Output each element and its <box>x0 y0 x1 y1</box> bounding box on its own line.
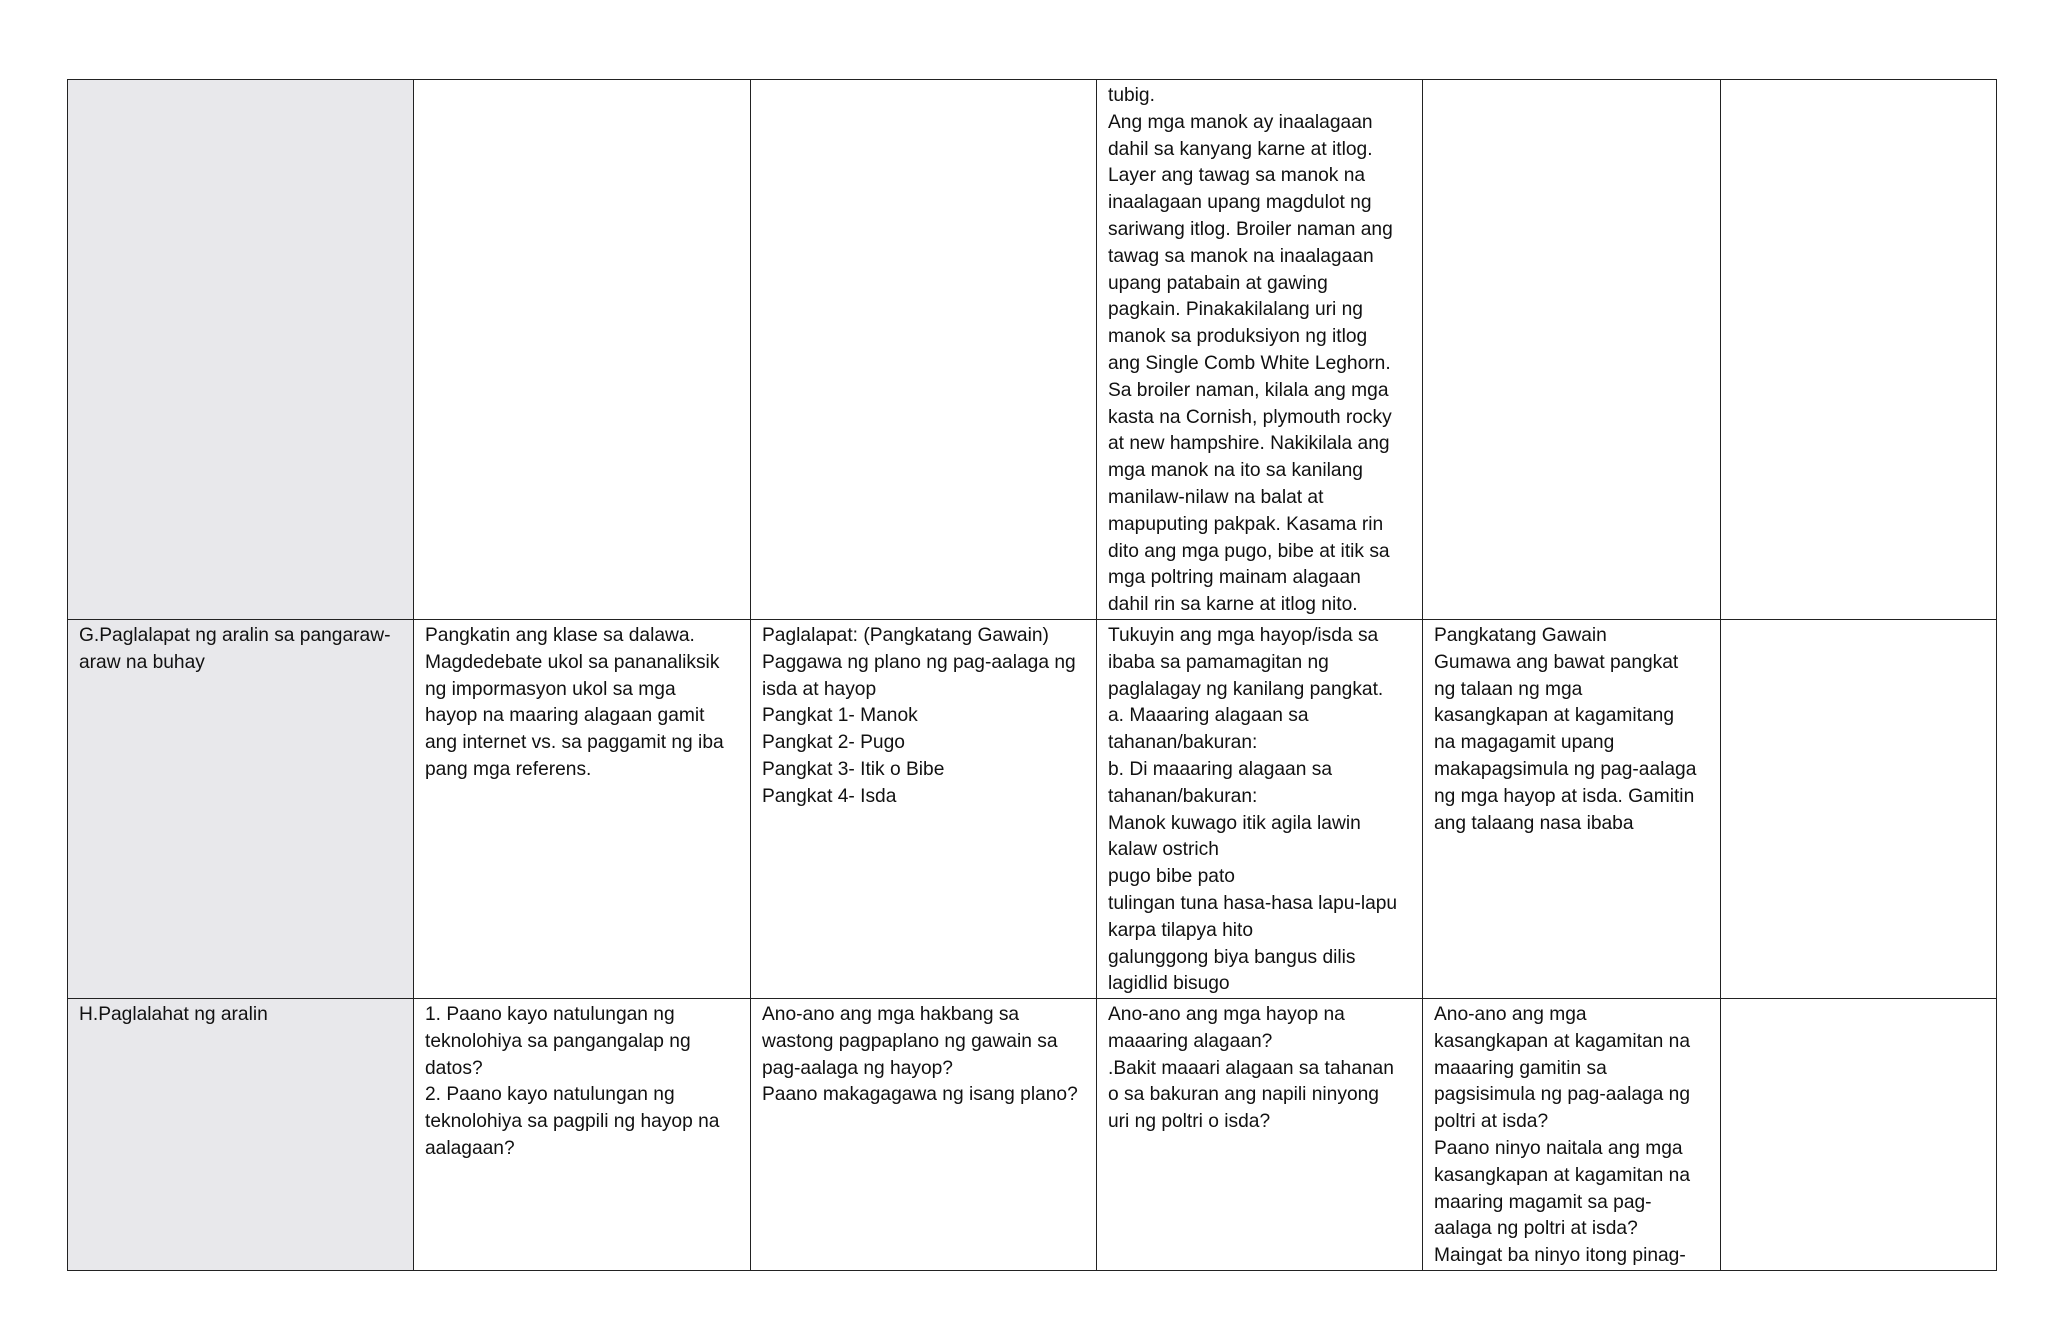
text-line: aalagaan? <box>425 1138 515 1160</box>
text-line: b. Di maaaring alagaan sa <box>1108 758 1332 780</box>
text-line: lagidlid bisugo <box>1108 973 1230 995</box>
text-line: tawag sa manok na inaalagaan <box>1108 245 1374 267</box>
table-cell-day-3 <box>1097 999 1423 1271</box>
table-cell-day-5 <box>1721 80 1997 620</box>
row-label <box>68 999 414 1271</box>
row-label-text <box>79 1002 402 1029</box>
text-line: dahil sa kanyang karne at itlog. <box>1108 138 1373 160</box>
table-cell-day-1 <box>414 999 751 1271</box>
text-line: pugo bibe pato <box>1108 866 1235 888</box>
text-line: G.Paglalapat ng aralin sa pangaraw- <box>79 624 391 646</box>
text-line: aalaga ng poltri at isda? <box>1434 1218 1638 1240</box>
text-line: Ang mga manok ay inaalagaan <box>1108 111 1373 133</box>
text-line: 2. Paano kayo natulungan ng <box>425 1084 675 1106</box>
text-line: ng talaan ng mga <box>1434 678 1583 700</box>
text-line: o sa bakuran ang napili ninyong <box>1108 1084 1379 1106</box>
text-line: Tukuyin ang mga hayop/isda sa <box>1108 624 1379 646</box>
text-line: Ano-ano ang mga <box>1434 1004 1587 1026</box>
text-line: Pangkat 4- Isda <box>762 785 897 807</box>
row-label <box>68 619 414 998</box>
cell-text <box>1434 1002 1709 1270</box>
lesson-plan-table <box>67 79 1997 1271</box>
text-line: makapagsimula ng pag-aalaga <box>1434 758 1697 780</box>
table-row <box>68 619 1997 998</box>
table-cell-day-4 <box>1423 999 1721 1271</box>
text-line: ang internet vs. sa paggamit ng iba <box>425 732 724 754</box>
cell-text <box>762 623 1085 811</box>
text-line: uri ng poltri o isda? <box>1108 1111 1271 1133</box>
text-line: upang patabain at gawing <box>1108 272 1328 294</box>
text-line: Pangkat 1- Manok <box>762 705 918 727</box>
text-line: pag-aalaga ng hayop? <box>762 1057 953 1079</box>
text-line: dito ang mga pugo, bibe at itik sa <box>1108 540 1390 562</box>
text-line: Sa broiler naman, kilala ang mga <box>1108 379 1389 401</box>
table-cell-day-1 <box>414 619 751 998</box>
text-line: pagkain. Pinakakilalang uri ng <box>1108 299 1363 321</box>
text-line: kasangkapan at kagamitan na <box>1434 1030 1691 1052</box>
text-line: na magagamit upang <box>1434 732 1615 754</box>
text-line: pang mga referens. <box>425 758 592 780</box>
text-line: manok sa produksiyon ng itlog <box>1108 326 1368 348</box>
text-line: ang talaang nasa ibaba <box>1434 812 1634 834</box>
text-line: Layer ang tawag sa manok na <box>1108 165 1366 187</box>
text-line: 1. Paano kayo natulungan ng <box>425 1004 675 1026</box>
text-line: mga poltring mainam alagaan <box>1108 567 1361 589</box>
text-line: wastong pagpaplano ng gawain sa <box>762 1030 1058 1052</box>
text-line: hayop na maaring alagaan gamit <box>425 705 705 727</box>
text-line: H.Paglalahat ng aralin <box>79 1004 268 1026</box>
text-line: karpa tilapya hito <box>1108 919 1254 941</box>
table-cell-day-2 <box>751 619 1097 998</box>
text-line: ibaba sa pamamagitan ng <box>1108 651 1329 673</box>
text-line: Pangkatang Gawain <box>1434 624 1607 646</box>
text-line: kalaw ostrich <box>1108 839 1219 861</box>
text-line: kasta na Cornish, plymouth rocky <box>1108 406 1392 428</box>
table-cell-day-4 <box>1423 619 1721 998</box>
row-label-text <box>79 623 402 677</box>
table-cell-day-4 <box>1423 80 1721 620</box>
cell-text <box>425 623 739 784</box>
cell-text <box>425 1002 739 1163</box>
table-cell-day-2 <box>751 80 1097 620</box>
text-line: manilaw-nilaw na balat at <box>1108 486 1324 508</box>
table-cell-day-5 <box>1721 619 1997 998</box>
text-line: maaaring gamitin sa <box>1434 1057 1607 1079</box>
text-line: sariwang itlog. Broiler naman ang <box>1108 218 1393 240</box>
text-line: ang Single Comb White Leghorn. <box>1108 352 1391 374</box>
text-line: mapuputing pakpak. Kasama rin <box>1108 513 1384 535</box>
text-line: Paglalapat: (Pangkatang Gawain) <box>762 624 1049 646</box>
text-line: pagsisimula ng pag-aalaga ng <box>1434 1084 1691 1106</box>
text-line: teknolohiya sa pangangalap ng <box>425 1030 691 1052</box>
text-line: Paggawa ng plano ng pag-aalaga ng <box>762 651 1076 673</box>
text-line: tahanan/bakuran: <box>1108 732 1258 754</box>
text-line: teknolohiya sa pagpili ng hayop na <box>425 1111 720 1133</box>
text-line: galunggong biya bangus dilis <box>1108 946 1356 968</box>
text-line: poltri at isda? <box>1434 1111 1549 1133</box>
text-line: Pangkatin ang klase sa dalawa. <box>425 624 695 646</box>
table-cell-day-3 <box>1097 80 1423 620</box>
text-line: Pangkat 3- Itik o Bibe <box>762 758 945 780</box>
text-line: Ano-ano ang mga hakbang sa <box>762 1004 1020 1026</box>
text-line: Magdedebate ukol sa pananaliksik <box>425 651 720 673</box>
text-line: dahil rin sa karne at itlog nito. <box>1108 594 1358 616</box>
text-line: araw na buhay <box>79 651 205 673</box>
text-line: mga manok na ito sa kanilang <box>1108 460 1363 482</box>
text-line: ng mga hayop at isda. Gamitin <box>1434 785 1695 807</box>
cell-text <box>762 1002 1085 1109</box>
text-line: maaaring alagaan? <box>1108 1030 1273 1052</box>
text-line: Ano-ano ang mga hayop na <box>1108 1004 1345 1026</box>
table-row <box>68 80 1997 620</box>
text-line: Pangkat 2- Pugo <box>762 732 905 754</box>
table-row <box>68 999 1997 1271</box>
text-line: tulingan tuna hasa-hasa lapu-lapu <box>1108 892 1398 914</box>
text-line: tahanan/bakuran: <box>1108 785 1258 807</box>
cell-text <box>1108 1002 1411 1136</box>
text-line: at new hampshire. Nakikilala ang <box>1108 433 1390 455</box>
text-line: paglalagay ng kanilang pangkat. <box>1108 678 1384 700</box>
table-cell-day-1 <box>414 80 751 620</box>
table-cell-day-5 <box>1721 999 1997 1271</box>
cell-text <box>1108 83 1411 619</box>
table-cell-day-3 <box>1097 619 1423 998</box>
text-line: Maingat ba ninyo itong pinag- <box>1434 1245 1686 1267</box>
text-line: Paano ninyo naitala ang mga <box>1434 1138 1683 1160</box>
text-line: kasangkapan at kagamitang <box>1434 705 1675 727</box>
text-line: ng impormasyon ukol sa mga <box>425 678 676 700</box>
text-line: kasangkapan at kagamitan na <box>1434 1164 1691 1186</box>
text-line: datos? <box>425 1057 483 1079</box>
text-line: inaalagaan upang magdulot ng <box>1108 192 1372 214</box>
lesson-plan-page <box>67 79 1996 1267</box>
cell-text <box>1108 623 1411 998</box>
text-line: Manok kuwago itik agila lawin <box>1108 812 1361 834</box>
text-line: maaring magamit sa pag- <box>1434 1191 1652 1213</box>
text-line: Gumawa ang bawat pangkat <box>1434 651 1679 673</box>
row-label <box>68 80 414 620</box>
text-line: tubig. <box>1108 85 1155 106</box>
cell-text <box>1434 623 1709 837</box>
text-line: Paano makagagawa ng isang plano? <box>762 1084 1078 1106</box>
text-line: a. Maaaring alagaan sa <box>1108 705 1309 727</box>
text-line: .Bakit maaari alagaan sa tahanan <box>1108 1057 1394 1079</box>
table-cell-day-2 <box>751 999 1097 1271</box>
text-line: isda at hayop <box>762 678 877 700</box>
